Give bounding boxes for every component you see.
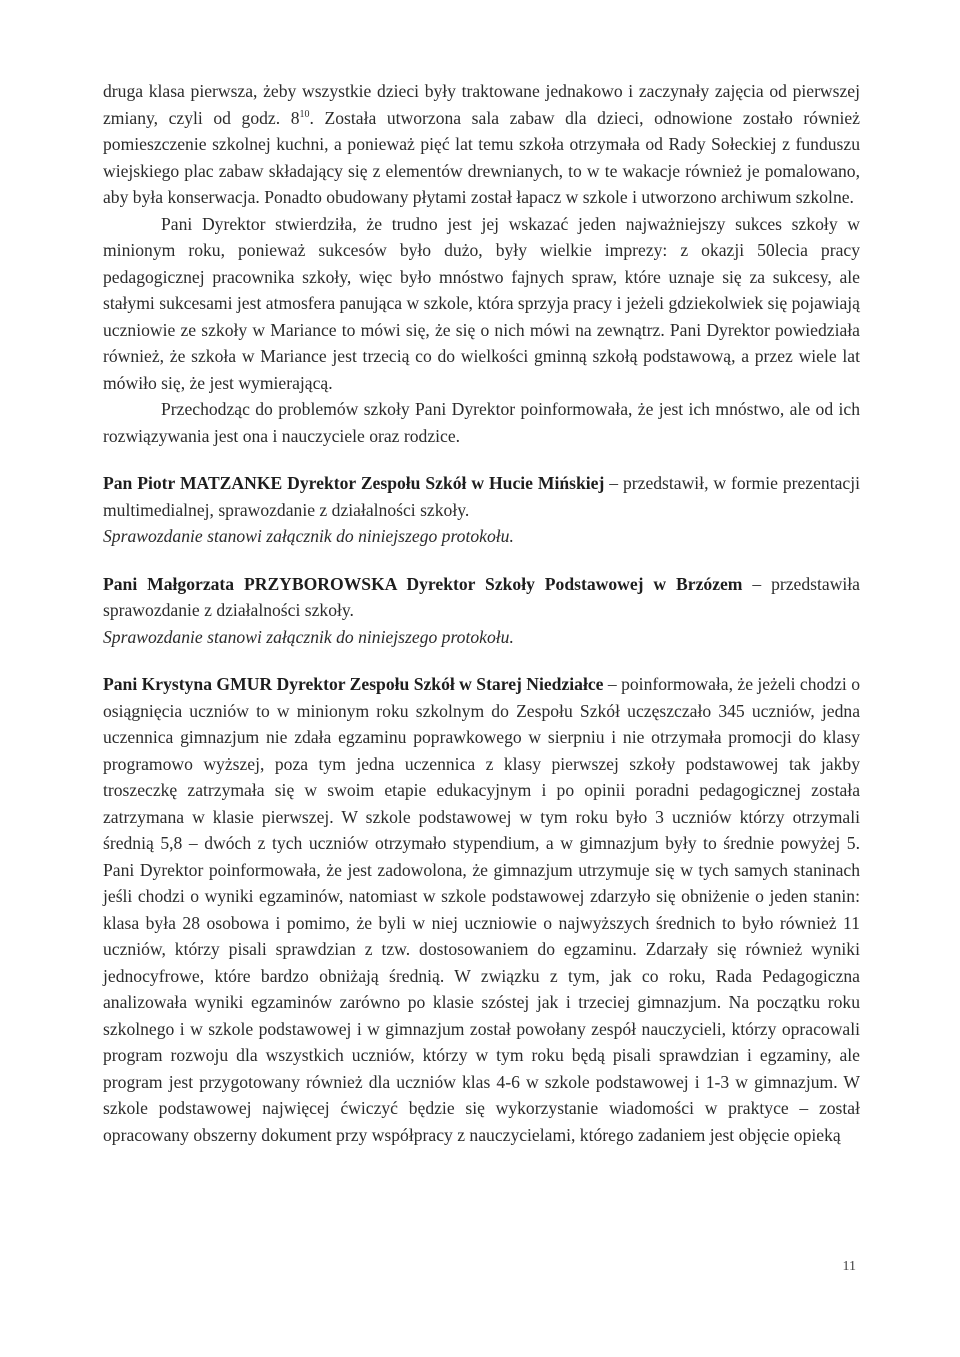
superscript: 10 [299, 108, 310, 120]
speaker-name: Pan Piotr MATZANKE Dyrektor Zespołu Szkół w Hucie Mińskiej [103, 473, 605, 493]
speaker-name: Pani Małgorzata PRZYBOROWSKA Dyrektor Szkoły Podstawowej w Brzózem [103, 573, 743, 594]
success-paragraph: Pani Dyrektor stwierdziła, że trudno jest jej wskazać jeden najważniejszy sukces szkoły w minionym roku, ponieważ sukcesów było dużo, były wielkie imprezy: z okazji 50lecia pracy pedagogicznej pracownika szkoły, więc było mnóstwo fajnych spraw, które uznaje się za sukcesy, ale stałymi sukcesami jest atmosfera panująca w szkole, która sprzyja pracy i jeżeli gdziekolwiek się pojawiają uczniowie ze szkoły w Mariance to mówi się, że się o nich mówi na zewnątrz. Pani Dyrektor powiedziała również, że szkoła w Mariance jest trzecią co do wielkości gminną szkołą podstawową, a przez wiele lat mówiło się, że jest wymierającą. [103, 213, 860, 393]
intro-paragraph: druga klasa pierwsza, żeby wszystkie dzieci były traktowane jednakowo i zaczynały zajęcia od pierwszej zmiany, czyli od godz. $8^{10}$. Została utworzona sala zabaw dla dzieci, odnowione zostało również pomieszczenie szkolnej kuchni, a ponieważ pięć lat temu szkoła otrzymała od Rady Sołeckiej z funduszu wiejskiego plac zabaw składający się z elementów drewnianych, to w te wakacje również je pomalowano, aby była konserwacja. Ponadto obudowany płytami został łapacz w szkole i utworzono archiwum szkolne. [103, 81, 860, 207]
section-matzanke: Pan Piotr MATZANKE Dyrektor Zespołu Szkół w Hucie Mińskiej – przedstawił, w formie prezentacji multimedialnej, sprawozdanie z działalności szkoły. [103, 473, 860, 520]
problems-paragraph: Przechodząc do problemów szkoły Pani Dyrektor poinformowała, że jest ich mnóstwo, ale od ich rozwiązywania jest ona i nauczyciele oraz rodzice. [103, 399, 860, 446]
attachment-note: Sprawozdanie stanowi załącznik do niniejszego protokołu. [103, 626, 514, 647]
page-number: 11 [842, 1259, 856, 1274]
attachment-note: Sprawozdanie stanowi załącznik do niniejszego protokołu. [103, 526, 514, 546]
section-gmur: Pani Krystyna GMUR Dyrektor Zespołu Szkół w Starej Niedziałce – poinformowała, że jeżeli chodzi o osiągnięcia uczniów to w minionym roku szkolnym do Zespołu Szkół uczęszczało 345 uczniów, jedna uczennica gimnazjum nie zdała egzaminu poprawkowego w sierpniu i nie otrzymała promocji do klasy programowo wyższej, poza tym jedna uczennica z klasy pierwszej szkoły podstawowej tak jakby troszeczkę zatrzymała się w swoim etapie edukacyjnym i po opinii poradni pedagogicznej została zatrzymana w klasie pierwszej. W szkole podstawowej w tym roku było 3 uczniów którzy otrzymali średnią 5,8 – dwóch z tych uczniów otrzymało stypendium, a w gimnazjum były to średnie powyżej 5. Pani Dyrektor poinformowała, że jest zadowolona, że gimnazjum utrzymuje się w tych samych staninach jeśli chodzi o wyniki egzaminów, natomiast w szkole podstawowej zdarzyło się obniżenie o jeden stanin: klasa była 28 osobowa i pomimo, że byli w niej uczniowie o najwyższych średnich to było również 11 uczniów, którzy pisali sprawdzian z tzw. dostosowaniem do egzaminu. Zdarzały się również wyniki jednocyfrowe, które bardzo obniżają średnią. W związku z tym, jak co roku, Rada Pedagogiczna analizowała wyniki egzaminów zarówno po klasie szóstej jak i trzeciej gimnazjum. Na początku roku szkolnego i w szkole podstawowej i w gimnazjum został powołany zespół nauczycieli, którzy opracowali program rozwoju dla wszystkich uczniów, którzy w tym roku będą pisali sprawdzian i egzaminy, ale program jest przygotowany również dla uczniów klas 4-6 w szkole podstawowej i 1-3 w gimnazjum. W szkole podstawowej najwięcej ćwiczyć będzie się wykorzystanie wiadomości w praktyce – został opracowany obszerny dokument przy współpracy z nauczycielami, którego zadaniem jest objęcie opieką [103, 674, 860, 1145]
page-body [103, 78, 860, 1148]
speaker-name: Pani Krystyna GMUR Dyrektor Zespołu Szkół w Starej Niedziałce [103, 674, 604, 694]
section-przyborowska: Pani Małgorzata PRZYBOROWSKA Dyrektor Szkoły Podstawowej w Brzózem – przedstawiła sprawozdanie z działalności szkoły. [103, 573, 860, 620]
